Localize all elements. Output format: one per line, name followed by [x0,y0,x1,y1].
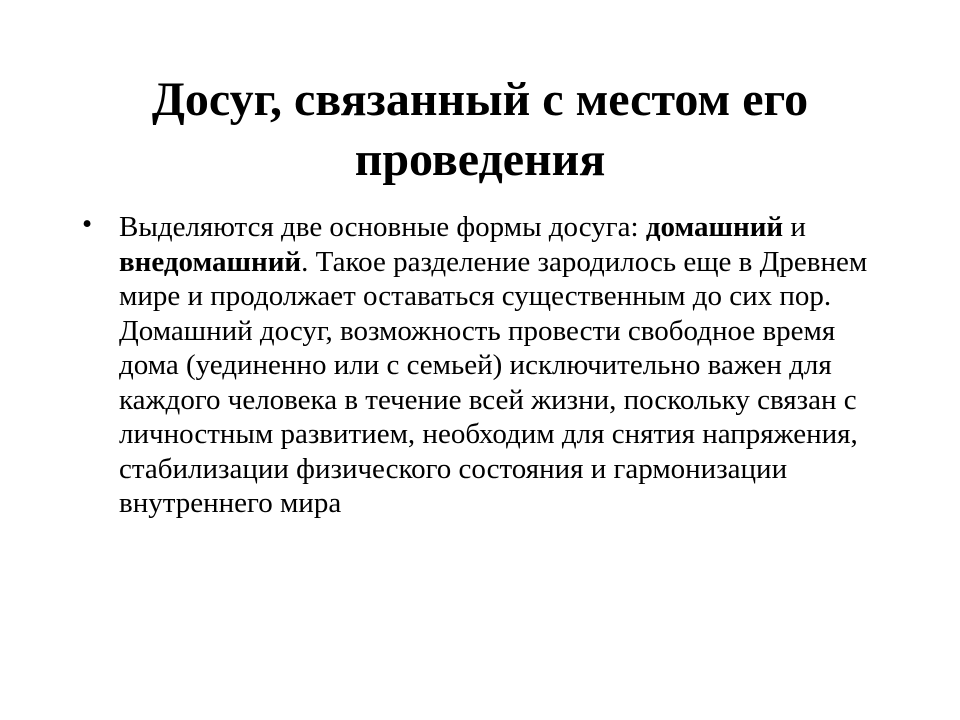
slide-title-line-2: проведения [354,133,606,186]
bullet-text-intro: Выделяются две основные формы досуга: [119,211,646,243]
bullet-text [119,211,867,519]
bullet-text-conjunction: и [783,211,806,243]
bullet-list [82,210,872,521]
bullet-item [82,210,872,521]
bullet-term-home: домашний [645,211,784,243]
bullet-dot-icon: • [82,208,93,240]
bullet-term-outside-home: внедомашний [119,245,302,278]
bullet-text-body: . Такое разделение зародилось еще в Древнем мире и продолжает оставаться существенным до сих пор. Домашний досуг, возможность провести свободное время дома (уединенно или с семьей) исключительно важен для каждого человека в течение всей жизни, поскольку связан с личностным развитием, необходим для снятия напряжения, стабилизации физического состояния и гармонизации внутреннего мира [119,245,868,519]
slide-title-line-1: Досуг, связанный с местом его [151,73,809,126]
slide-title [80,70,880,190]
